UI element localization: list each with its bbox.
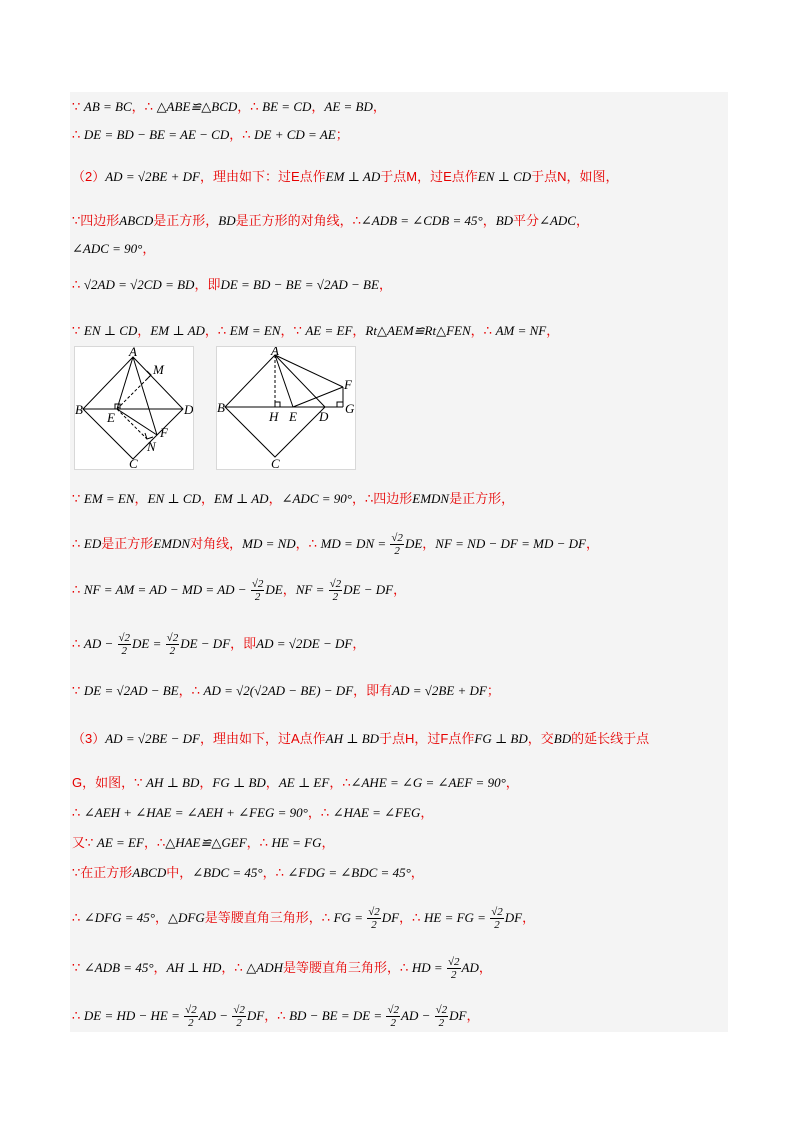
explanation-text: 对角线， (190, 536, 243, 551)
label-b: B (217, 400, 225, 415)
explanation-text: ， (575, 213, 589, 228)
explanation-text: ，即有 (353, 683, 393, 698)
explanation-text: ，∴ (307, 805, 333, 820)
math-expression: EN ⊥ CD (477, 169, 532, 184)
explanation-text: 是正方形， (449, 491, 515, 506)
explanation-text: ∵ (72, 323, 84, 338)
explanation-text: 是正方形的对角线，∴ (235, 213, 361, 228)
math-expression: EMDN (412, 491, 450, 506)
math-expression: FG = (333, 910, 367, 925)
explanation-text: ， (378, 277, 392, 292)
segment-ae (275, 355, 293, 407)
label-e: E (107, 410, 115, 425)
math-expression: ∠DFG = 45° (83, 910, 155, 925)
math-expression: DF (504, 910, 523, 925)
explanation-text: ，∵ (280, 323, 306, 338)
explanation-text: ∴ (72, 277, 84, 292)
solution-line (72, 862, 424, 881)
explanation-text: ， (200, 491, 214, 506)
solution-line (72, 728, 649, 747)
explanation-text: ∴ (72, 582, 84, 597)
right-angle-h (275, 402, 280, 407)
explanation-text: ，理由如下，过A点作 (199, 731, 326, 746)
solution-line (72, 96, 386, 115)
math-expression: AM = NF (495, 323, 547, 338)
label-c: C (129, 456, 138, 470)
explanation-text: 是等腰直角三角形，∴ (283, 960, 412, 975)
math-expression: AD = √2BE + DF (105, 169, 200, 184)
explanation-text: ， (142, 241, 156, 256)
explanation-text: 是正方形 (101, 536, 154, 551)
explanation-text: （3） (72, 731, 106, 746)
explanation-text: ，∴ (246, 835, 272, 850)
explanation-text: 平分 (513, 213, 540, 228)
solution-line (72, 1004, 480, 1029)
math-expression: BE = CD (262, 99, 312, 114)
math-expression: MD = ND (242, 536, 296, 551)
label-f: F (160, 425, 168, 440)
solution-line (72, 832, 335, 851)
explanation-text: ， (352, 323, 366, 338)
math-expression: ∠ADC = 90° (281, 491, 352, 506)
fraction: $\frac{√2}{2}$ (435, 1004, 448, 1029)
solution-line (72, 320, 559, 339)
math-expression: ∠ADC = 90° (72, 241, 143, 256)
math-expression: AH ⊥ BD (146, 775, 200, 790)
explanation-text: ，即 (194, 277, 221, 292)
math-expression: EMDN (153, 536, 191, 551)
explanation-text: ，∴ (237, 99, 263, 114)
explanation-text: ， (199, 775, 213, 790)
explanation-text: ∴ (72, 636, 84, 651)
label-d: D (184, 402, 194, 417)
math-expression: NF = (295, 582, 328, 597)
explanation-text: ，∴ (295, 536, 321, 551)
math-expression: EN ⊥ CD (147, 491, 201, 506)
label-a: A (271, 346, 279, 358)
math-expression: AD = √2BE + DF (392, 683, 487, 698)
fraction: $\frac{√2}{2}$ (329, 578, 342, 603)
math-expression: DF (246, 1008, 265, 1023)
explanation-text: ，∴ (229, 127, 255, 142)
explanation-text: ， (482, 213, 496, 228)
label-c: C (271, 456, 280, 470)
solution-line (72, 906, 535, 931)
explanation-text: ∵在正方形 (72, 865, 133, 880)
math-expression: ∠BDC = 45° (192, 865, 263, 880)
explanation-text: 是等腰直角三角形，∴ (204, 910, 334, 925)
fraction: $\frac{√2}{2}$ (447, 956, 460, 981)
math-expression: ∠ADB = 45° (83, 960, 154, 975)
explanation-text: ， (466, 1008, 480, 1023)
label-g: G (345, 401, 355, 416)
explanation-text: ∵ (72, 683, 84, 698)
solution-line (72, 578, 406, 603)
math-expression: DF (449, 1008, 467, 1023)
math-expression: AD = √2DE − DF (256, 636, 353, 651)
explanation-text: 于点M，过E点作 (380, 169, 478, 184)
solution-line (72, 956, 492, 981)
label-d: D (319, 409, 329, 424)
label-a: A (129, 346, 137, 359)
explanation-text: ， (137, 323, 151, 338)
segment-en (117, 409, 147, 439)
explanation-text: ， (372, 99, 386, 114)
solution-line (72, 210, 589, 229)
math-expression: ∠HAE = ∠FEG (332, 805, 421, 820)
math-expression: DE + CD = AE (254, 127, 336, 142)
figure-triangle-dfg (216, 346, 356, 470)
explanation-text: 是正方形， (153, 213, 219, 228)
explanation-text: ，∴ (399, 910, 424, 925)
math-expression: EM ⊥ AD (325, 169, 381, 184)
math-expression: ∠AEH + ∠HAE = ∠AEH + ∠FEG = 90° (83, 805, 308, 820)
math-expression: √2AD = √2CD = BD (83, 277, 195, 292)
explanation-text: ， (522, 910, 536, 925)
math-expression: DE (404, 536, 423, 551)
math-expression: NF = AM = AD − MD = AD − (83, 582, 250, 597)
math-expression: AD − (401, 1008, 434, 1023)
math-expression: BD (495, 213, 514, 228)
explanation-text: 又∵ (72, 835, 97, 850)
math-expression: △ABE≌△BCD (156, 99, 238, 114)
math-expression: BD (218, 213, 236, 228)
square-abcd (83, 357, 183, 459)
explanation-text: ，∴ (264, 1008, 290, 1023)
math-expression: △HAE≌△GEF (165, 835, 247, 850)
label-m: M (153, 362, 164, 377)
solution-line (72, 802, 433, 821)
explanation-text: ，∴ (131, 99, 157, 114)
math-expression: DF (381, 910, 400, 925)
explanation-text: ， (420, 805, 434, 820)
math-expression: ∠AHE = ∠G = ∠AEF = 90° (350, 775, 506, 790)
explanation-text: ， (585, 536, 599, 551)
math-expression: AD = √2BE − DF (105, 731, 200, 746)
fraction: $\frac{√2}{2}$ (491, 906, 503, 931)
explanation-text: （2） (72, 169, 106, 184)
math-expression: AD (461, 960, 479, 975)
explanation-text: ， (546, 323, 560, 338)
math-expression: DE (265, 582, 283, 597)
explanation-text: 的延长线于点 (571, 731, 650, 746)
explanation-text: ∴ (72, 536, 84, 551)
math-expression: EN ⊥ CD (83, 323, 138, 338)
explanation-text: ， (268, 491, 282, 506)
explanation-text: ， (311, 99, 325, 114)
solution-line (72, 124, 349, 143)
math-expression: FG ⊥ BD (212, 775, 266, 790)
math-expression: DE = HD − HE = (83, 1008, 184, 1023)
explanation-text: ， (352, 636, 366, 651)
math-expression: △DFG (168, 910, 205, 925)
fraction: $\frac{√2}{2}$ (166, 632, 179, 657)
fraction: $\frac{√2}{2}$ (233, 1004, 245, 1029)
math-expression: ABCD (132, 865, 167, 880)
explanation-text: ∵ (72, 99, 84, 114)
math-expression: HE = FG = (424, 910, 490, 925)
explanation-text: ， (410, 865, 424, 880)
explanation-text: ， (422, 536, 436, 551)
math-expression: ABCD (119, 213, 154, 228)
fraction: $\frac{√2}{2}$ (251, 578, 264, 603)
label-b: B (75, 402, 83, 417)
math-expression: AE = BD (324, 99, 373, 114)
explanation-text: ，∴ (178, 683, 204, 698)
math-expression: AE = EF (305, 323, 353, 338)
explanation-text: 中， (166, 865, 193, 880)
explanation-text: ∴ (72, 1008, 84, 1023)
math-expression: DE = √2AD − BE (83, 683, 179, 698)
explanation-text: ，∴ (262, 865, 288, 880)
right-angle-g (337, 402, 343, 407)
math-expression: ∠ADB = ∠CDB = 45° (360, 213, 483, 228)
math-expression: DE − DF (343, 582, 394, 597)
label-e: E (289, 409, 297, 424)
segment-ef (293, 387, 343, 407)
segment-af (275, 355, 343, 387)
explanation-text: ，∴四边形 (351, 491, 413, 506)
explanation-text: ， (393, 582, 407, 597)
math-expression: BD (553, 731, 572, 746)
math-expression: AH ⊥ HD (166, 960, 222, 975)
explanation-text: ，理由如下：过E点作 (199, 169, 326, 184)
explanation-text: ，∴ (329, 775, 351, 790)
math-expression: EM = EN (229, 323, 281, 338)
explanation-text: ，∴ (143, 835, 166, 850)
figure-square-emdn (74, 346, 194, 470)
explanation-text: ， (154, 910, 168, 925)
solution-line (72, 680, 500, 699)
explanation-text: ∴ (72, 805, 84, 820)
solution-line (72, 772, 519, 791)
math-expression: BD − BE = DE = (289, 1008, 386, 1023)
solution-line (72, 166, 619, 185)
explanation-text: ，∴ (221, 960, 247, 975)
math-expression: EM ⊥ AD (150, 323, 205, 338)
fraction: $\frac{√2}{2}$ (391, 532, 403, 557)
label-h: H (269, 409, 279, 424)
explanation-text: ； (486, 683, 500, 698)
solution-line (72, 632, 365, 657)
explanation-text: ， (282, 582, 296, 597)
math-expression: MD = DN = (320, 536, 390, 551)
math-expression: EM ⊥ AD (213, 491, 269, 506)
explanation-text: ∴ (72, 910, 84, 925)
fraction: $\frac{√2}{2}$ (387, 1004, 399, 1029)
explanation-text: ， (153, 960, 167, 975)
explanation-text: G，如图，∵ (72, 775, 146, 790)
math-expression: ED (83, 536, 102, 551)
math-expression: EM = EN (83, 491, 135, 506)
math-expression: AD − (83, 636, 117, 651)
math-expression: AB = BC (83, 99, 132, 114)
explanation-text: ， (478, 960, 492, 975)
solution-line (72, 238, 155, 257)
right-angle-m (147, 371, 151, 379)
explanation-text: 于点N，如图， (531, 169, 619, 184)
math-expression: AD − (198, 1008, 232, 1023)
explanation-text: ∵ (72, 960, 84, 975)
math-expression: FG ⊥ BD (474, 731, 528, 746)
segment-ef (117, 409, 157, 435)
explanation-text: ∴ (72, 127, 84, 142)
math-expression: AE = EF (96, 835, 144, 850)
explanation-text: ，即 (230, 636, 257, 651)
explanation-text: ∵四边形 (72, 213, 120, 228)
math-expression: NF = ND − DF = MD − DF (435, 536, 586, 551)
solution-line (72, 488, 514, 507)
math-expression: △ADH (246, 960, 283, 975)
explanation-text: ， (265, 775, 279, 790)
solution-line (72, 532, 599, 557)
math-expression: DE = BD − BE = AE − CD (83, 127, 230, 142)
fraction: $\frac{√2}{2}$ (368, 906, 380, 931)
math-expression: HE = FG (271, 835, 322, 850)
math-expression: DE = (132, 636, 165, 651)
label-n: N (147, 439, 156, 454)
explanation-text: ， (321, 835, 335, 850)
explanation-text: ，∴ (204, 323, 230, 338)
solution-line (72, 274, 392, 293)
math-expression: DE − DF (180, 636, 231, 651)
fraction: $\frac{√2}{2}$ (185, 1004, 197, 1029)
document-page (70, 92, 728, 1032)
explanation-text: ，交 (527, 731, 554, 746)
explanation-text: ，∴ (470, 323, 496, 338)
math-expression: ∠ADC (539, 213, 576, 228)
math-expression: AE ⊥ EF (278, 775, 330, 790)
explanation-text: ∵ (72, 491, 84, 506)
math-expression: Rt△AEM≌Rt△FEN (365, 323, 471, 338)
explanation-text: ， (134, 491, 148, 506)
explanation-text: ， (505, 775, 519, 790)
explanation-text: 于点H，过F点作 (379, 731, 475, 746)
label-f: F (344, 377, 352, 392)
explanation-text: ； (335, 127, 349, 142)
math-expression: AD = √2(√2AD − BE) − DF (203, 683, 354, 698)
fraction: $\frac{√2}{2}$ (118, 632, 131, 657)
math-expression: HD = (411, 960, 446, 975)
math-expression: ∠FDG = ∠BDC = 45° (287, 865, 411, 880)
math-expression: DE = BD − BE = √2AD − BE (220, 277, 379, 292)
math-expression: AH ⊥ BD (325, 731, 380, 746)
